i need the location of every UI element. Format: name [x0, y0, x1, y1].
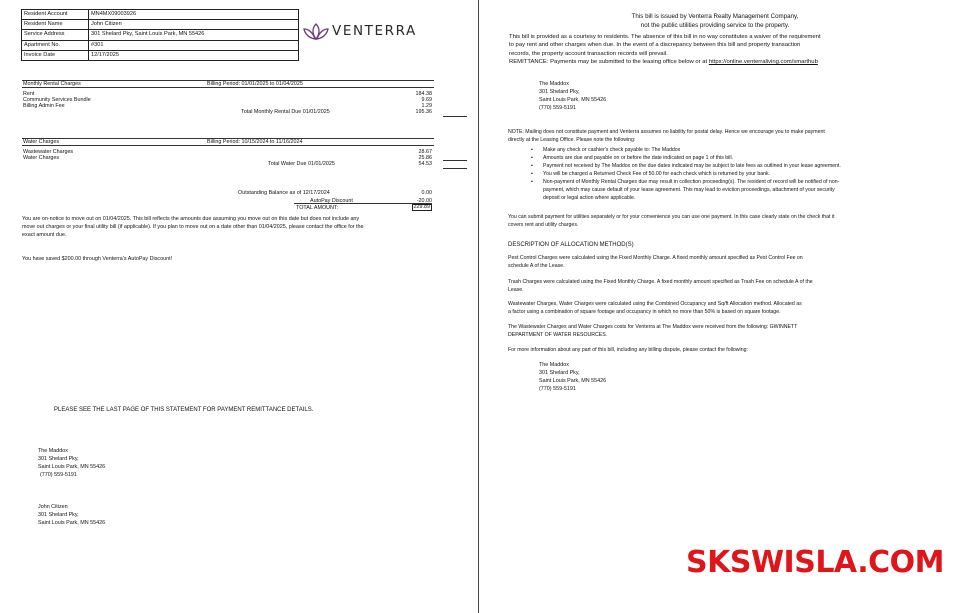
site-watermark: SKSWISLA.COM: [686, 545, 944, 580]
total-amount-label: TOTAL AMOUNT:: [296, 204, 339, 211]
list-item-continued: payment, which may cause default of your lease agreement. This may lead to eviction proceedings, attachment of your security: [543, 187, 835, 193]
notice-line: move out charges or your final utility bill (if applicable). If you plan to move out on a date other than 01/04/2025, please contact the office for the: [22, 224, 364, 230]
list-item: ▪ You will be charged a Returned Check Fee of 50.00 for each check which is returned by your bank.: [543, 170, 841, 178]
statement-page-2: [480, 0, 957, 613]
allocation-title: DESCRIPTION OF ALLOCATION METHOD(S): [508, 242, 634, 248]
note-line: covers rent and utility charges.: [508, 222, 579, 228]
method-line: Pest Control Charges were calculated using the Fixed Monthly Charge. A fixed monthly amount specified as Pest Control Fee on: [508, 255, 803, 261]
recipient-address: [38, 503, 105, 527]
rental-section-title: Monthly Rental Charges: [23, 81, 81, 87]
contact-address: [539, 361, 606, 393]
line-item-amount: 1.29: [421, 102, 432, 109]
leasing-office-address: [539, 80, 606, 112]
remittance-notice: PLEASE SEE THE LAST PAGE OF THIS STATEMENT FOR PAYMENT REMITTANCE DETAILS.: [54, 407, 314, 413]
water-total-label: Total Water Due 01/01/2025: [268, 160, 335, 167]
smarthub-link[interactable]: https://online.venterraliving.com/smarthub: [708, 59, 818, 66]
service-address-row: [22, 30, 299, 40]
contact-note: For more information about any part of this bill, including any billing dispute, please contact the following:: [508, 347, 748, 353]
list-item: ▪ Make any check or cashier's check payable to: The Maddox: [543, 146, 841, 154]
account-value: MN4MX09003926: [89, 10, 299, 20]
note-line: NOTE: Mailing does not constitute payment and Venterra assumes no liability for postal delay. Hence we encourage you to make payment: [508, 129, 825, 135]
contact-phone: (770) 559-5191: [539, 386, 576, 392]
contact-name: The Maddox: [539, 362, 569, 368]
office-city: Saint Louis Park, MN 55426: [539, 97, 607, 103]
invoice-date-label: Invoice Date: [22, 50, 89, 60]
recipient-name: John Citizen: [38, 504, 68, 510]
contact-street: 301 Shelard Pky,: [539, 370, 580, 376]
outstanding-row: [237, 190, 434, 196]
method-line: Lease.: [508, 287, 524, 293]
remittance-text: REMITTANCE: Payments may be submitted to the leasing office below or at: [509, 59, 709, 66]
payment-rules-list: [543, 146, 841, 202]
sender-name: The Maddox: [38, 448, 68, 454]
page-divider: [478, 0, 479, 613]
water-charges-section: [22, 138, 434, 167]
total-amount-value: 229.89: [413, 204, 430, 211]
office-street: 301 Shelard Pky,: [539, 89, 580, 95]
resident-name-value: John Citizen: [89, 20, 299, 30]
note-line: directly at the Leasing Office. Please note the following:: [508, 137, 636, 143]
account-label: Resident Account: [22, 10, 89, 20]
notice-line: You are on-notice to move out on 01/04/2025. This bill reflects the amounts due assuming you move out on this date but does not include any: [22, 216, 360, 222]
brand-name: VENTERRA: [332, 23, 417, 39]
water-total-amount: 54.53: [418, 160, 432, 167]
method-line: Wastewater Charges, Water Charges were calculated using the Combined Occupancy and Sq/ft Allocation method. Allocated as: [508, 301, 802, 307]
line-item-amount: 9.69: [421, 96, 432, 103]
issuer-statement: [480, 12, 950, 30]
rental-charges-section: [22, 80, 434, 114]
courtesy-line: to pay rent and other charges when due. In the event of a discrepancy between this bill and property transaction: [509, 42, 801, 49]
list-item-continued: deposit or legal action where applicable.: [543, 195, 636, 201]
outstanding-amount: 0.00: [421, 190, 432, 196]
autopay-savings: You have saved $200.00 through Venterra's AutoPay Discount!: [22, 256, 173, 262]
invoice-date-value: 12/17/2025: [89, 50, 299, 60]
issuer-line: This bill is issued by Venterra Realty Management Company,: [631, 13, 799, 20]
resident-name-row: [22, 20, 299, 30]
office-name: The Maddox: [539, 81, 569, 87]
apartment-value: #301: [89, 40, 299, 50]
issuer-line: not the public utilities providing service to the property.: [640, 22, 790, 29]
utility-payment-note: [508, 213, 835, 229]
courtesy-statement: [509, 33, 821, 67]
account-row: [22, 10, 299, 20]
rental-header-row: [22, 81, 434, 87]
line-item-amount: 184.38: [415, 90, 432, 97]
rental-billing-period: Billing Period: 01/01/2025 to 01/04/2025: [207, 81, 303, 87]
autopay-label: AutoPay Discount: [310, 197, 353, 204]
service-address-label: Service Address: [22, 30, 89, 40]
line-item-amount: 28.67: [418, 148, 432, 155]
move-out-notice: [22, 215, 442, 239]
water-section-title: Water Charges: [23, 139, 60, 145]
line-item-label: Community Services Bundle: [23, 96, 91, 103]
invoice-date-row: [22, 50, 299, 60]
venterra-logo: [302, 21, 432, 43]
water-total-row: [22, 161, 434, 167]
water-header-row: [22, 139, 434, 145]
leaf-emblem-icon: [302, 22, 330, 42]
rental-total-row: [22, 109, 434, 115]
mailing-note: [508, 128, 825, 144]
line-item-label: Water Charges: [23, 154, 60, 161]
method-line: a factor using a combination of square footage and occupancy in which no more than 50% is based on square footage.: [508, 309, 781, 315]
pest-control-method: [508, 254, 803, 270]
statement-page-1: [0, 0, 478, 613]
rental-total-label: Total Monthly Rental Due 01/01/2025: [241, 108, 330, 115]
line-item-label: Rent: [23, 90, 35, 97]
sender-street: 301 Shelard Pky,: [38, 456, 79, 462]
total-rule: [443, 160, 467, 161]
rental-total-amount: 195.36: [415, 108, 432, 115]
method-line: DEPARTMENT OF WATER RESOURCES.: [508, 332, 608, 338]
outstanding-label: Outstanding Balance as of 12/17/2024: [238, 190, 330, 196]
balance-summary: [237, 190, 434, 211]
apartment-label: Apartment No.: [22, 40, 89, 50]
office-phone: (770) 559-5191: [539, 105, 576, 111]
list-item: ▪ Amounts are due and payable on or before the date indicated on page 1 of this bill.: [543, 154, 841, 162]
contact-city: Saint Louis Park, MN 55426: [539, 378, 607, 384]
wastewater-method: [508, 300, 802, 316]
total-rule: [294, 203, 432, 204]
line-item-amount: 25.86: [418, 154, 432, 161]
courtesy-line: This bill is provided as a courtesy to residents. The absence of this bill in no way constitutes a waiver of the requirement: [509, 34, 821, 40]
method-line: The Wastewater Charges and Water Charges costs for Venterra at The Maddox were received from the following: GWINNETT: [508, 324, 798, 330]
sender-city: Saint Louis Park, MN 55426: [38, 464, 106, 470]
remittance-line: [509, 58, 821, 66]
sender-phone: (770) 559-5191: [40, 472, 77, 478]
note-line: You can submit payment for utilities separately or for your convenience you can use one payment. In this case clearly state on the check that it: [508, 214, 835, 220]
autopay-amount: -20.00: [416, 197, 432, 204]
recipient-city: Saint Louis Park, MN 55426: [38, 520, 106, 526]
recipient-street: 301 Shelard Pky,: [38, 512, 79, 518]
total-rule: [443, 168, 467, 169]
line-item-label: Wastewater Charges: [23, 148, 74, 155]
water-source-note: [508, 323, 797, 339]
trash-method: [508, 278, 813, 294]
method-line: schedule A of the Lease.: [508, 263, 565, 269]
list-item: ▪ Non-payment of Monthly Rental Charges due may result in collection proceeding(s). The resident of record will be notified of non-: [543, 178, 841, 186]
total-rule: [443, 116, 467, 117]
account-info-table: [21, 9, 299, 61]
list-item: ▪ Payment not received by The Maddox on the due dates indicated may be subject to late fees as outlined in your lease agreement.: [543, 162, 841, 170]
notice-line: exact amount due.: [22, 232, 67, 238]
apartment-row: [22, 40, 299, 50]
water-billing-period: Billing Period: 10/15/2024 to 11/16/2024: [207, 139, 303, 145]
service-address-value: 301 Shelard Pky, Saint Louis Park, MN 55426: [89, 30, 299, 40]
courtesy-line: records, the property account transaction records will prevail.: [509, 50, 668, 57]
line-item-label: Billing Admin Fee: [23, 102, 65, 109]
method-line: Trash Charges were calculated using the Fixed Monthly Charge. A fixed monthly amount specified as Trash Fee on schedule A of the: [508, 279, 813, 285]
resident-name-label: Resident Name: [22, 20, 89, 30]
total-amount-row: [237, 205, 434, 211]
sender-address: [38, 447, 105, 479]
